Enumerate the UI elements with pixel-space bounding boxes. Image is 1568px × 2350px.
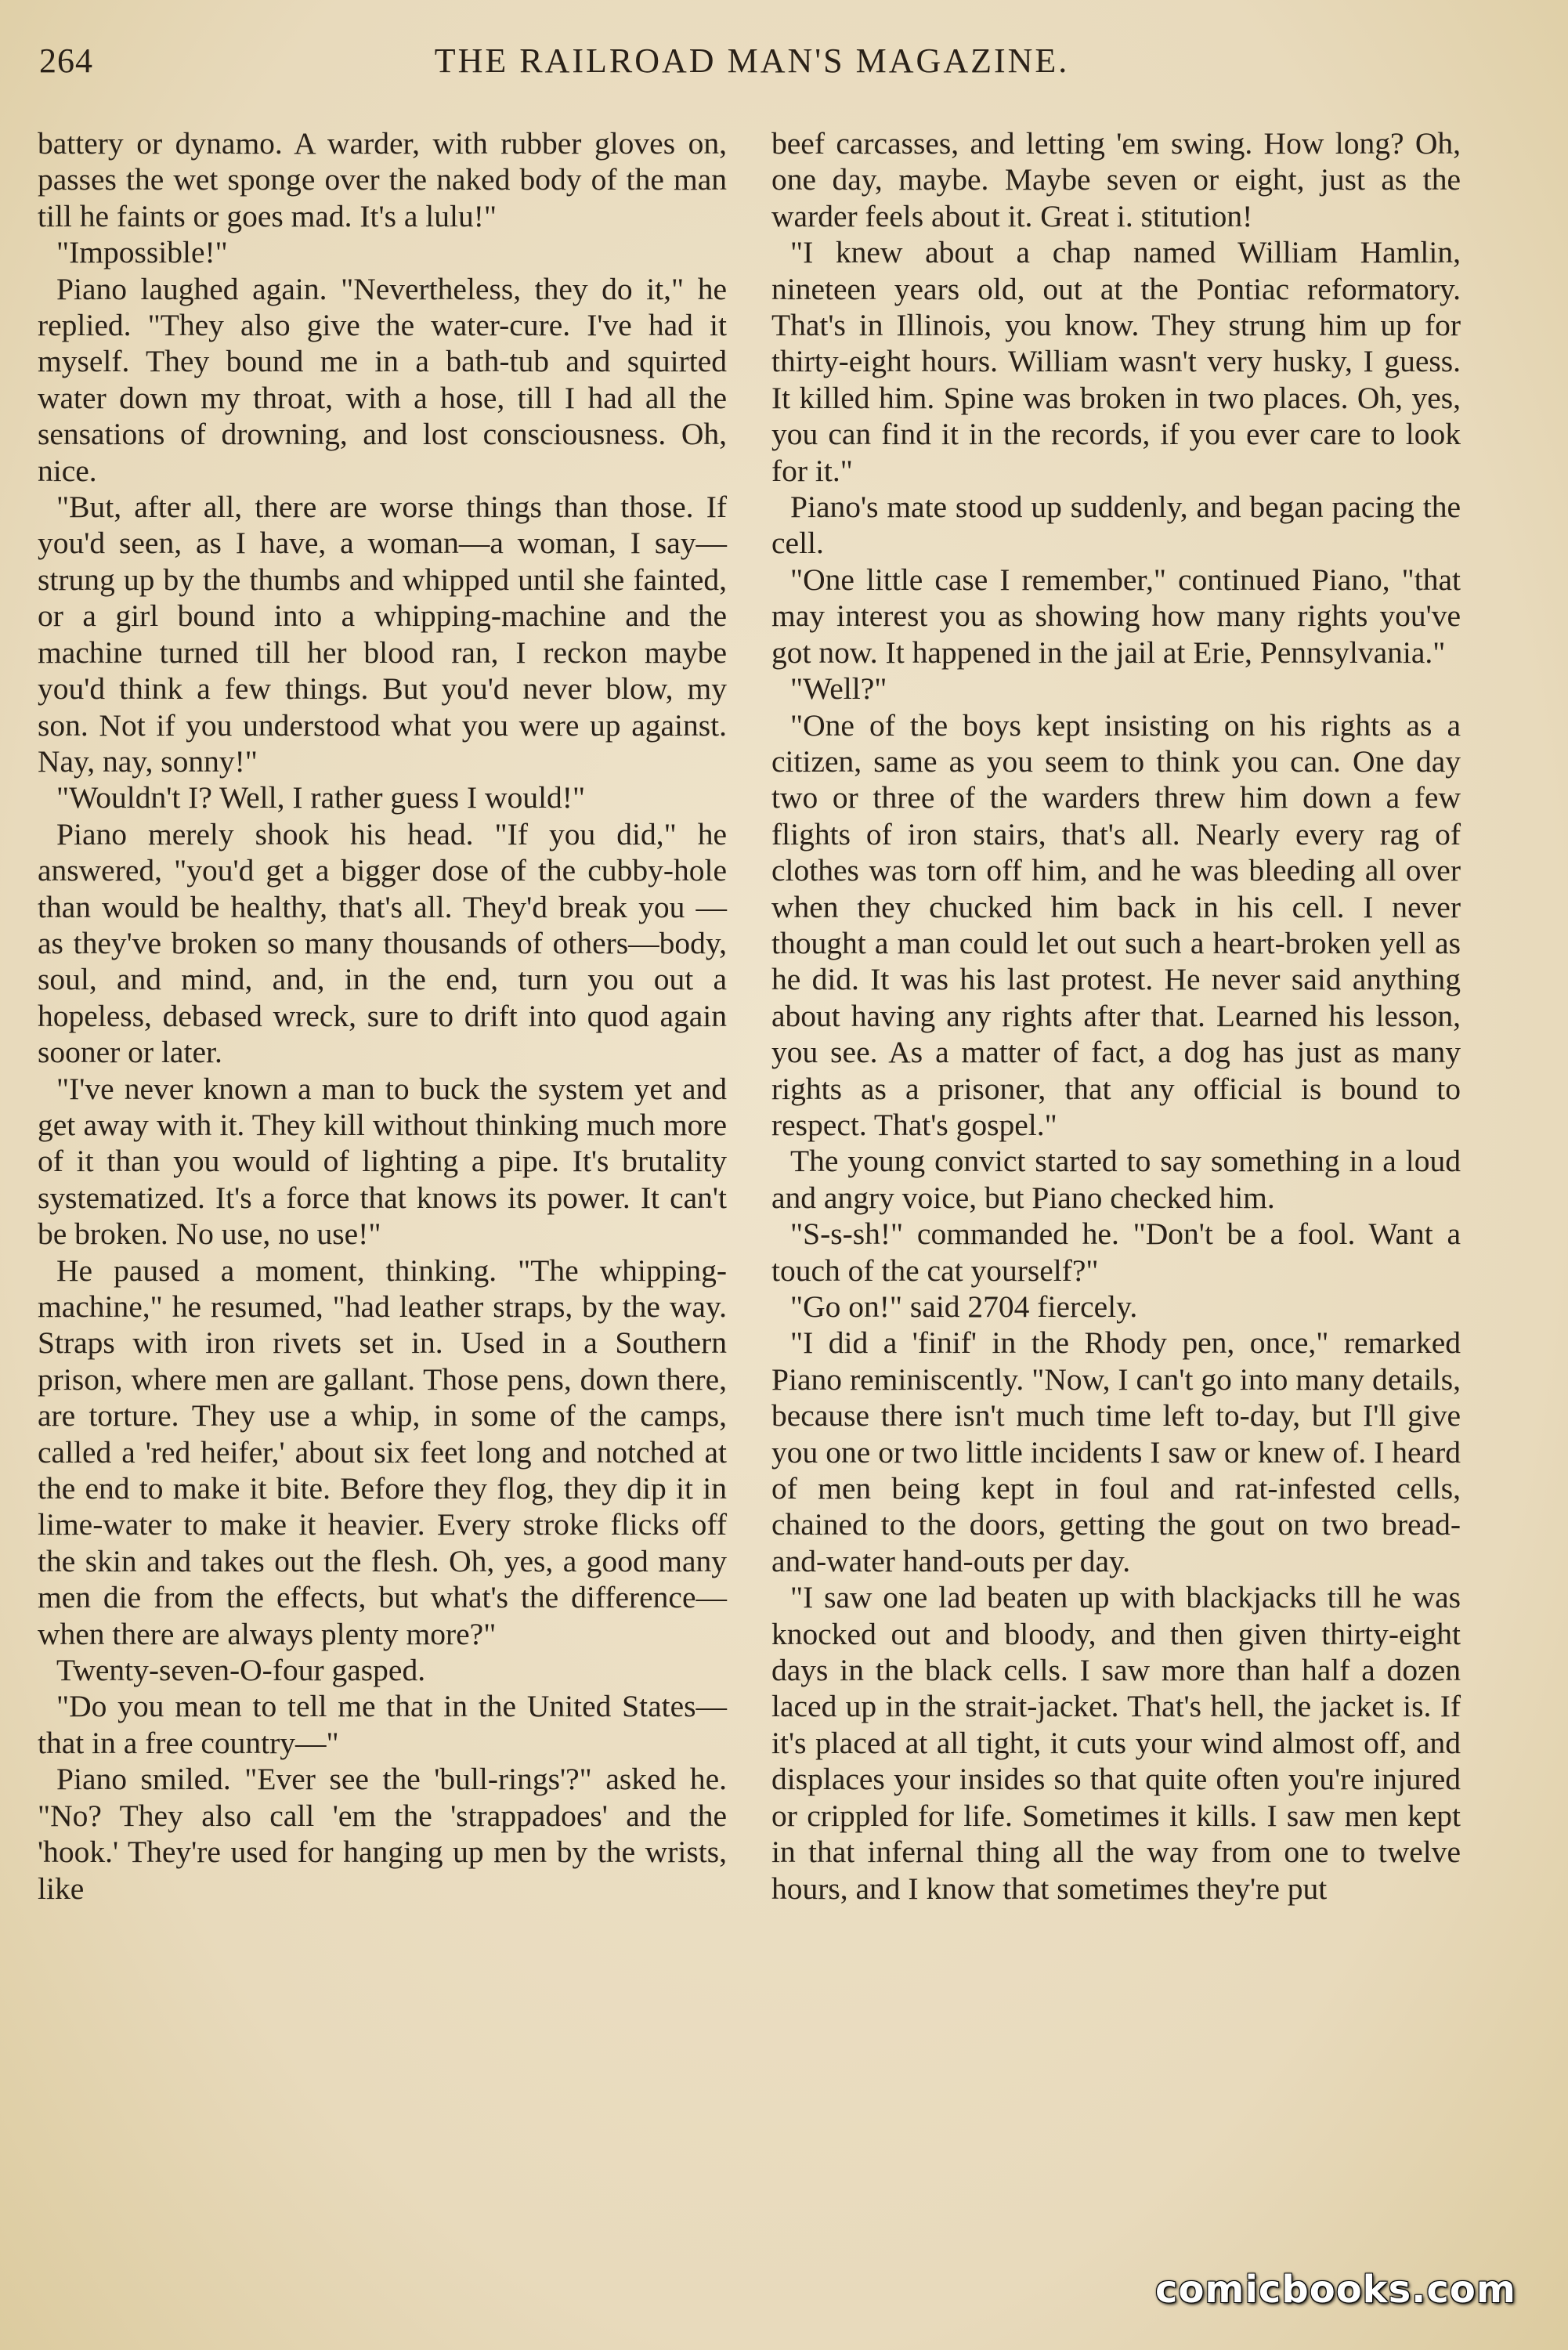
paragraph: "I knew about a chap named William Hamlin, nineteen years old, out at the Pontiac reformatory. That's in Illinois, you know. They strung him up for thirty-eight hours. William wasn't very husky, I guess. It killed him. Spine was broken in two places. Oh, yes, you can find it in the records, if you ever care to look for it." — [771, 235, 1461, 488]
right-column — [771, 125, 1461, 1907]
paragraph: Piano laughed again. "Nevertheless, they do it," he replied. "They also give the water-cure. I've had it myself. They bound me in a bath-tub and squirted water down my throat, with a hose, till I had all the sensations of drowning, and lost consciousness. Oh, nice. — [38, 271, 727, 488]
paragraph: beef carcasses, and letting 'em swing. How long? Oh, one day, maybe. Maybe seven or eight, just as the warder feels about it. Great i. stitution! — [771, 126, 1461, 233]
paragraph: "One little case I remember," continued Piano, "that may interest you as showing how many rights you've got now. It happened in the jail at Erie, Pennsylvania." — [771, 562, 1461, 670]
paragraph: "Go on!" said 2704 fiercely. — [790, 1289, 1138, 1324]
paragraph: Piano merely shook his head. "If you did," he answered, "you'd get a bigger dose of the cubby-hole than would be healthy, that's all. They'd break you — as they've broken so many thousands of others—body, soul, and mind, and, in the end, turn you out a hopeless, debased wreck, sure to drift into quod again sooner or later. — [38, 816, 727, 1070]
paragraph: "I saw one lad beaten up with blackjacks till he was knocked out and bloody, and then given thirty-eight days in the black cells. I saw more than half a dozen laced up in the strait-jacket. That's hell, the jacket is. If it's placed at all tight, it cuts your wind almost off, and displaces your insides so that quite often you're injured or crippled for life. Sometimes it kills. I saw men kept in that infernal thing all the way from one to twelve hours, and I know that sometimes they're put — [771, 1580, 1461, 1906]
paragraph: "Wouldn't I? Well, I rather guess I would!" — [56, 780, 586, 815]
page-header — [39, 41, 1465, 88]
paragraph: "But, after all, there are worse things than those. If you'd seen, as I have, a woman—a woman, I say—strung up by the thumbs and whipped until she fainted, or a girl bound into a whipping-machine and the machine turned till her blood ran, I reckon maybe you'd think a few things. But you'd never blow, my son. Not if you understood what you were up against. Nay, nay, sonny!" — [38, 490, 727, 779]
paragraph: battery or dynamo. A warder, with rubber gloves on, passes the wet sponge over the naked body of the man till he faints or goes mad. It's a lulu!" — [38, 126, 727, 233]
paragraph: Piano smiled. "Ever see the 'bull-rings'?" asked he. "No? They also call 'em the 'strappadoes' and the 'hook.' They're used for hanging up men by the wrists, like — [38, 1762, 727, 1906]
paragraph: "Impossible!" — [56, 235, 228, 270]
paragraph: "One of the boys kept insisting on his rights as a citizen, same as you seem to think you can. One day two or three of the warders threw him down a few flights of iron stairs, that's all. Nearly every rag of clothes was torn off him, and he was bleeding all over when they chucked him back in his cell. I never thought a man could let out such a heart-broken yell as he did. It was his last protest. He never said anything about having any rights after that. Learned his lesson, you see. As a matter of fact, a dog has just as many rights as a prisoner, that any official is bound to respect. That's gospel." — [771, 707, 1461, 1142]
paragraph: "S-s-sh!" commanded he. "Don't be a fool. Want a touch of the cat yourself?" — [771, 1217, 1461, 1288]
left-column — [38, 125, 727, 1907]
paragraph: "I've never known a man to buck the system yet and get away with it. They kill without thinking much more of it than you would of lighting a pipe. It's brutality systematized. It's a force that knows its power. It can't be broken. No use, no use!" — [38, 1071, 727, 1252]
paragraph: Piano's mate stood up suddenly, and began pacing the cell. — [771, 490, 1461, 561]
paragraph: Twenty-seven-O-four gasped. — [56, 1653, 426, 1688]
running-title: THE RAILROAD MAN'S MAGAZINE. — [434, 42, 1070, 80]
paragraph: "Well?" — [790, 671, 887, 707]
page-number: 264 — [39, 42, 93, 80]
paragraph: "I did a 'finif' in the Rhody pen, once," remarked Piano reminiscently. "Now, I can't go into many details, because there isn't much time left to-day, but I'll give you one or two little incidents I saw or knew of. I heard of men being kept in foul and rat-infested cells, chained to the doors, getting the gout on two bread-and-water hand-outs per day. — [771, 1325, 1461, 1578]
watermark-logo: comicbooks.com — [1155, 2268, 1516, 2312]
paragraph: He paused a moment, thinking. "The whipping-machine," he resumed, "had leather straps, by the way. Straps with iron rivets set in. Used in a Southern prison, where men are gallant. Those pens, down there, are torture. They use a whip, in some of the camps, called a 'red heifer,' about six feet long and notched at the end to make it bite. Before they flog, they dip it in lime-water to make it heavier. Every stroke flicks off the skin and takes out the flesh. Oh, yes, a good many men die from the effects, but what's the difference—when there are always plenty more?" — [38, 1253, 727, 1651]
paragraph: The young convict started to say something in a loud and angry voice, but Piano checked him. — [771, 1144, 1461, 1215]
paragraph: "Do you mean to tell me that in the United States—that in a free country—" — [38, 1689, 727, 1760]
